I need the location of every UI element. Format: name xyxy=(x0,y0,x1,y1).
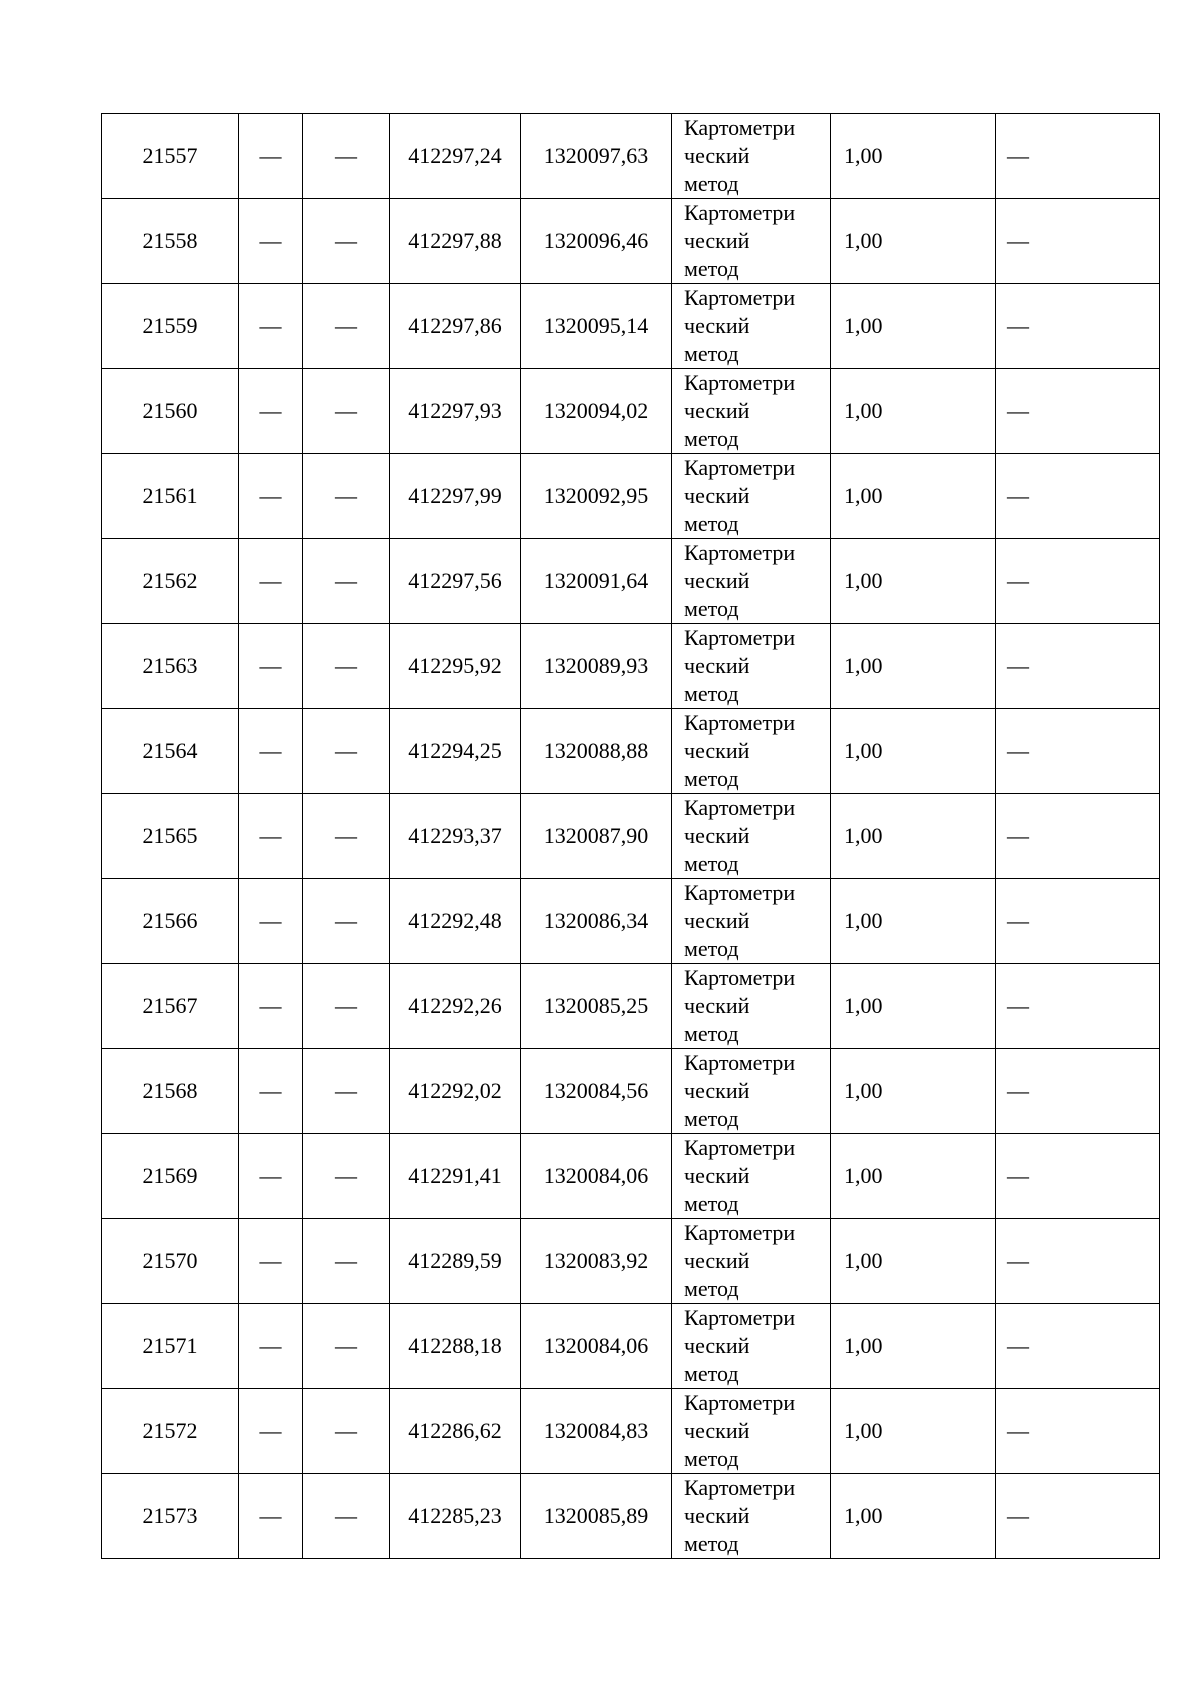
method-line: Картометри xyxy=(684,1135,796,1160)
y-coordinate-cell: 1320088,88 xyxy=(521,709,672,794)
y-coordinate-cell: 1320084,83 xyxy=(521,1389,672,1474)
old-x-cell: — xyxy=(239,1134,303,1219)
description-cell: — xyxy=(996,879,1160,964)
x-coordinate-cell: 412297,99 xyxy=(390,454,521,539)
method-cell xyxy=(672,964,831,1049)
method-line: ческий xyxy=(684,738,750,763)
method-line: ческий xyxy=(684,1333,750,1358)
description-cell: — xyxy=(996,1134,1160,1219)
description-cell: — xyxy=(996,539,1160,624)
description-cell: — xyxy=(996,1219,1160,1304)
method-cell xyxy=(672,454,831,539)
x-coordinate-cell: 412297,86 xyxy=(390,284,521,369)
point-number-cell: 21568 xyxy=(102,1049,239,1134)
method-line: ческий xyxy=(684,483,750,508)
old-x-cell: — xyxy=(239,369,303,454)
table-row xyxy=(102,709,1160,794)
accuracy-cell: 1,00 xyxy=(831,624,996,709)
old-x-cell: — xyxy=(239,1389,303,1474)
y-coordinate-cell: 1320094,02 xyxy=(521,369,672,454)
old-x-cell: — xyxy=(239,709,303,794)
x-coordinate-cell: 412291,41 xyxy=(390,1134,521,1219)
y-coordinate-cell: 1320091,64 xyxy=(521,539,672,624)
old-x-cell: — xyxy=(239,879,303,964)
x-coordinate-cell: 412297,93 xyxy=(390,369,521,454)
accuracy-cell: 1,00 xyxy=(831,1389,996,1474)
y-coordinate-cell: 1320092,95 xyxy=(521,454,672,539)
description-cell: — xyxy=(996,114,1160,199)
old-y-cell: — xyxy=(303,1304,390,1389)
table-row xyxy=(102,794,1160,879)
method-cell xyxy=(672,539,831,624)
description-cell: — xyxy=(996,199,1160,284)
table-row xyxy=(102,624,1160,709)
method-line: ческий xyxy=(684,993,750,1018)
y-coordinate-cell: 1320084,06 xyxy=(521,1304,672,1389)
accuracy-cell: 1,00 xyxy=(831,199,996,284)
description-cell: — xyxy=(996,709,1160,794)
point-number-cell: 21573 xyxy=(102,1474,239,1559)
method-line: Картометри xyxy=(684,880,796,905)
accuracy-cell: 1,00 xyxy=(831,114,996,199)
point-number-cell: 21570 xyxy=(102,1219,239,1304)
method-line: метод xyxy=(684,936,739,961)
x-coordinate-cell: 412292,26 xyxy=(390,964,521,1049)
method-line: метод xyxy=(684,341,739,366)
accuracy-cell: 1,00 xyxy=(831,1474,996,1559)
old-x-cell: — xyxy=(239,794,303,879)
x-coordinate-cell: 412292,02 xyxy=(390,1049,521,1134)
table-row xyxy=(102,964,1160,1049)
method-line: ческий xyxy=(684,143,750,168)
old-y-cell: — xyxy=(303,964,390,1049)
old-y-cell: — xyxy=(303,794,390,879)
old-y-cell: — xyxy=(303,284,390,369)
old-y-cell: — xyxy=(303,709,390,794)
y-coordinate-cell: 1320097,63 xyxy=(521,114,672,199)
table-row xyxy=(102,369,1160,454)
point-number-cell: 21560 xyxy=(102,369,239,454)
old-y-cell: — xyxy=(303,879,390,964)
method-line: ческий xyxy=(684,1418,750,1443)
old-y-cell: — xyxy=(303,539,390,624)
description-cell: — xyxy=(996,794,1160,879)
method-line: метод xyxy=(684,596,739,621)
point-number-cell: 21562 xyxy=(102,539,239,624)
old-x-cell: — xyxy=(239,454,303,539)
old-x-cell: — xyxy=(239,1474,303,1559)
old-y-cell: — xyxy=(303,1474,390,1559)
x-coordinate-cell: 412288,18 xyxy=(390,1304,521,1389)
method-line: Картометри xyxy=(684,115,796,140)
method-cell xyxy=(672,369,831,454)
table-row xyxy=(102,1389,1160,1474)
method-line: Картометри xyxy=(684,370,796,395)
y-coordinate-cell: 1320095,14 xyxy=(521,284,672,369)
method-cell xyxy=(672,1219,831,1304)
old-x-cell: — xyxy=(239,624,303,709)
point-number-cell: 21566 xyxy=(102,879,239,964)
x-coordinate-cell: 412295,92 xyxy=(390,624,521,709)
old-y-cell: — xyxy=(303,114,390,199)
method-line: Картометри xyxy=(684,1220,796,1245)
accuracy-cell: 1,00 xyxy=(831,709,996,794)
method-line: ческий xyxy=(684,908,750,933)
method-cell xyxy=(672,1474,831,1559)
description-cell: — xyxy=(996,1049,1160,1134)
point-number-cell: 21558 xyxy=(102,199,239,284)
method-line: метод xyxy=(684,851,739,876)
description-cell: — xyxy=(996,624,1160,709)
method-cell xyxy=(672,1304,831,1389)
old-y-cell: — xyxy=(303,454,390,539)
point-number-cell: 21571 xyxy=(102,1304,239,1389)
table-row xyxy=(102,539,1160,624)
x-coordinate-cell: 412289,59 xyxy=(390,1219,521,1304)
table-row xyxy=(102,1474,1160,1559)
old-x-cell: — xyxy=(239,539,303,624)
method-line: ческий xyxy=(684,1078,750,1103)
method-line: Картометри xyxy=(684,200,796,225)
table-row xyxy=(102,454,1160,539)
method-line: Картометри xyxy=(684,1475,796,1500)
table-row xyxy=(102,1304,1160,1389)
y-coordinate-cell: 1320084,06 xyxy=(521,1134,672,1219)
method-line: метод xyxy=(684,256,739,281)
method-line: метод xyxy=(684,766,739,791)
point-number-cell: 21563 xyxy=(102,624,239,709)
x-coordinate-cell: 412293,37 xyxy=(390,794,521,879)
description-cell: — xyxy=(996,454,1160,539)
x-coordinate-cell: 412297,56 xyxy=(390,539,521,624)
method-line: ческий xyxy=(684,568,750,593)
y-coordinate-cell: 1320085,89 xyxy=(521,1474,672,1559)
y-coordinate-cell: 1320087,90 xyxy=(521,794,672,879)
point-number-cell: 21557 xyxy=(102,114,239,199)
method-line: метод xyxy=(684,1276,739,1301)
x-coordinate-cell: 412285,23 xyxy=(390,1474,521,1559)
table-row xyxy=(102,284,1160,369)
method-line: метод xyxy=(684,426,739,451)
x-coordinate-cell: 412286,62 xyxy=(390,1389,521,1474)
method-line: метод xyxy=(684,171,739,196)
method-line: ческий xyxy=(684,1248,750,1273)
method-line: ческий xyxy=(684,823,750,848)
method-line: метод xyxy=(684,1446,739,1471)
method-line: Картометри xyxy=(684,1050,796,1075)
x-coordinate-cell: 412297,88 xyxy=(390,199,521,284)
method-line: Картометри xyxy=(684,625,796,650)
old-y-cell: — xyxy=(303,1389,390,1474)
accuracy-cell: 1,00 xyxy=(831,879,996,964)
method-cell xyxy=(672,284,831,369)
method-cell xyxy=(672,624,831,709)
old-y-cell: — xyxy=(303,624,390,709)
point-number-cell: 21572 xyxy=(102,1389,239,1474)
old-y-cell: — xyxy=(303,1219,390,1304)
method-line: ческий xyxy=(684,228,750,253)
point-number-cell: 21561 xyxy=(102,454,239,539)
x-coordinate-cell: 412297,24 xyxy=(390,114,521,199)
description-cell: — xyxy=(996,284,1160,369)
old-x-cell: — xyxy=(239,964,303,1049)
old-x-cell: — xyxy=(239,1049,303,1134)
method-line: Картометри xyxy=(684,965,796,990)
old-y-cell: — xyxy=(303,1049,390,1134)
accuracy-cell: 1,00 xyxy=(831,454,996,539)
table-row xyxy=(102,1219,1160,1304)
method-cell xyxy=(672,709,831,794)
accuracy-cell: 1,00 xyxy=(831,1134,996,1219)
method-line: ческий xyxy=(684,1503,750,1528)
accuracy-cell: 1,00 xyxy=(831,369,996,454)
method-cell xyxy=(672,1134,831,1219)
table-row xyxy=(102,114,1160,199)
method-line: метод xyxy=(684,1106,739,1131)
description-cell: — xyxy=(996,1304,1160,1389)
table-row xyxy=(102,879,1160,964)
method-line: Картометри xyxy=(684,455,796,480)
method-line: Картометри xyxy=(684,285,796,310)
accuracy-cell: 1,00 xyxy=(831,1049,996,1134)
point-number-cell: 21565 xyxy=(102,794,239,879)
method-line: ческий xyxy=(684,313,750,338)
accuracy-cell: 1,00 xyxy=(831,1304,996,1389)
table-row xyxy=(102,1134,1160,1219)
y-coordinate-cell: 1320086,34 xyxy=(521,879,672,964)
y-coordinate-cell: 1320083,92 xyxy=(521,1219,672,1304)
method-cell xyxy=(672,1389,831,1474)
method-line: Картометри xyxy=(684,710,796,735)
table-row xyxy=(102,199,1160,284)
method-cell xyxy=(672,794,831,879)
old-x-cell: — xyxy=(239,284,303,369)
x-coordinate-cell: 412294,25 xyxy=(390,709,521,794)
method-line: метод xyxy=(684,511,739,536)
method-line: ческий xyxy=(684,1163,750,1188)
y-coordinate-cell: 1320084,56 xyxy=(521,1049,672,1134)
method-cell xyxy=(672,879,831,964)
method-line: Картометри xyxy=(684,1390,796,1415)
accuracy-cell: 1,00 xyxy=(831,964,996,1049)
old-y-cell: — xyxy=(303,369,390,454)
old-y-cell: — xyxy=(303,1134,390,1219)
method-line: ческий xyxy=(684,653,750,678)
method-line: метод xyxy=(684,681,739,706)
old-x-cell: — xyxy=(239,199,303,284)
point-number-cell: 21564 xyxy=(102,709,239,794)
point-number-cell: 21569 xyxy=(102,1134,239,1219)
method-cell xyxy=(672,199,831,284)
method-line: метод xyxy=(684,1531,739,1556)
accuracy-cell: 1,00 xyxy=(831,1219,996,1304)
method-line: метод xyxy=(684,1191,739,1216)
y-coordinate-cell: 1320085,25 xyxy=(521,964,672,1049)
method-cell xyxy=(672,1049,831,1134)
accuracy-cell: 1,00 xyxy=(831,794,996,879)
coordinates-table xyxy=(101,113,1160,1559)
method-line: метод xyxy=(684,1021,739,1046)
accuracy-cell: 1,00 xyxy=(831,539,996,624)
accuracy-cell: 1,00 xyxy=(831,284,996,369)
description-cell: — xyxy=(996,964,1160,1049)
old-x-cell: — xyxy=(239,114,303,199)
table-row xyxy=(102,1049,1160,1134)
method-line: ческий xyxy=(684,398,750,423)
description-cell: — xyxy=(996,1389,1160,1474)
method-cell xyxy=(672,114,831,199)
method-line: метод xyxy=(684,1361,739,1386)
y-coordinate-cell: 1320089,93 xyxy=(521,624,672,709)
y-coordinate-cell: 1320096,46 xyxy=(521,199,672,284)
method-line: Картометри xyxy=(684,540,796,565)
old-x-cell: — xyxy=(239,1304,303,1389)
x-coordinate-cell: 412292,48 xyxy=(390,879,521,964)
table-body xyxy=(102,114,1160,1559)
point-number-cell: 21559 xyxy=(102,284,239,369)
method-line: Картометри xyxy=(684,795,796,820)
point-number-cell: 21567 xyxy=(102,964,239,1049)
old-y-cell: — xyxy=(303,199,390,284)
method-line: Картометри xyxy=(684,1305,796,1330)
old-x-cell: — xyxy=(239,1219,303,1304)
description-cell: — xyxy=(996,369,1160,454)
description-cell: — xyxy=(996,1474,1160,1559)
